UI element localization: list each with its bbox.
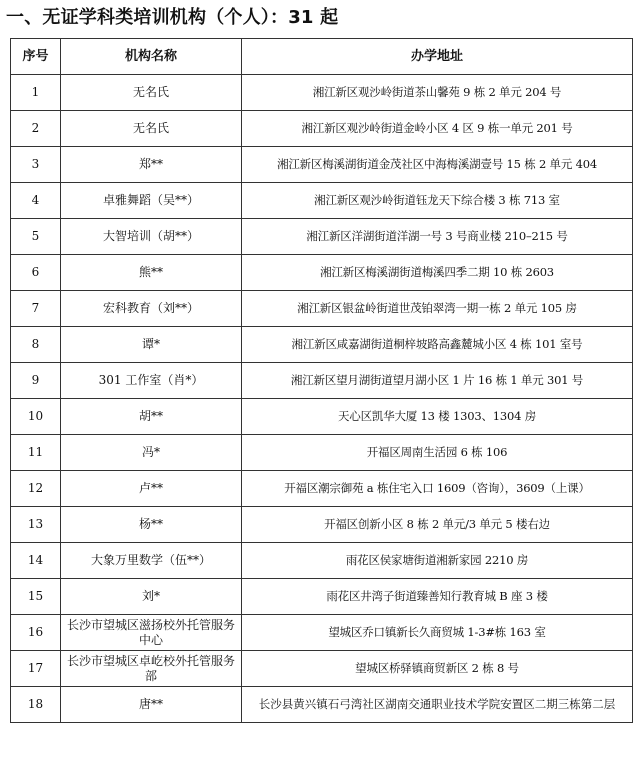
table-row — [11, 183, 633, 219]
table-row — [11, 111, 633, 147]
header-number: 序号 — [11, 39, 61, 75]
row-address: 雨花区侯家塘街道湘新家园 2210 房 — [242, 543, 633, 579]
row-name: 无名氏 — [61, 75, 242, 111]
row-number: 2 — [11, 111, 61, 147]
row-name: 杨** — [61, 507, 242, 543]
row-name: 宏科教育（刘**） — [61, 291, 242, 327]
row-address: 湘江新区洋湖街道洋湖一号 3 号商业楼 210–215 号 — [242, 219, 633, 255]
row-number: 8 — [11, 327, 61, 363]
row-number: 4 — [11, 183, 61, 219]
row-number: 1 — [11, 75, 61, 111]
row-name: 熊** — [61, 255, 242, 291]
row-name: 大智培训（胡**） — [61, 219, 242, 255]
table-header-row — [11, 39, 633, 75]
table-body — [11, 75, 633, 723]
table-row — [11, 75, 633, 111]
table-row — [11, 615, 633, 651]
row-address: 湘江新区梅溪湖街道金茂社区中海梅溪湖壹号 15 栋 2 单元 404 — [242, 147, 633, 183]
row-number: 5 — [11, 219, 61, 255]
row-number: 9 — [11, 363, 61, 399]
row-address: 长沙县黄兴镇石弓湾社区湖南交通职业技术学院安置区二期三栋第二层 — [242, 687, 633, 723]
table-row — [11, 687, 633, 723]
row-address: 开福区创新小区 8 栋 2 单元/3 单元 5 楼右边 — [242, 507, 633, 543]
row-address: 湘江新区咸嘉湖街道桐梓坡路高鑫麓城小区 4 栋 101 室号 — [242, 327, 633, 363]
row-address: 湘江新区银盆岭街道世茂铂翠湾一期一栋 2 单元 105 房 — [242, 291, 633, 327]
row-number: 6 — [11, 255, 61, 291]
row-number: 13 — [11, 507, 61, 543]
row-number: 17 — [11, 651, 61, 687]
table-row — [11, 651, 633, 687]
table-row — [11, 507, 633, 543]
row-name: 卢** — [61, 471, 242, 507]
row-address: 湘江新区梅溪湖街道梅溪四季二期 10 栋 2603 — [242, 255, 633, 291]
table-row — [11, 327, 633, 363]
table-row — [11, 255, 633, 291]
row-address: 湘江新区观沙岭街道金岭小区 4 区 9 栋一单元 201 号 — [242, 111, 633, 147]
row-address: 湘江新区观沙岭街道钰龙天下综合楼 3 栋 713 室 — [242, 183, 633, 219]
table-row — [11, 471, 633, 507]
table-row — [11, 579, 633, 615]
row-address: 开福区周南生活园 6 栋 106 — [242, 435, 633, 471]
table-row — [11, 219, 633, 255]
row-name: 无名氏 — [61, 111, 242, 147]
row-address: 湘江新区观沙岭街道茶山馨苑 9 栋 2 单元 204 号 — [242, 75, 633, 111]
table-row — [11, 147, 633, 183]
row-name: 谭* — [61, 327, 242, 363]
row-number: 15 — [11, 579, 61, 615]
row-name: 刘* — [61, 579, 242, 615]
row-address: 望城区桥驿镇商贸新区 2 栋 8 号 — [242, 651, 633, 687]
row-name: 卓雅舞蹈（吴**） — [61, 183, 242, 219]
row-number: 12 — [11, 471, 61, 507]
row-address: 望城区乔口镇新长久商贸城 1-3#栋 163 室 — [242, 615, 633, 651]
row-number: 18 — [11, 687, 61, 723]
row-address: 湘江新区望月湖街道望月湖小区 1 片 16 栋 1 单元 301 号 — [242, 363, 633, 399]
row-number: 11 — [11, 435, 61, 471]
row-name: 唐** — [61, 687, 242, 723]
row-name: 大象万里数学（伍**） — [61, 543, 242, 579]
row-name: 郑** — [61, 147, 242, 183]
row-number: 16 — [11, 615, 61, 651]
row-number: 10 — [11, 399, 61, 435]
header-address: 办学地址 — [242, 39, 633, 75]
row-name: 301 工作室（肖*） — [61, 363, 242, 399]
row-number: 7 — [11, 291, 61, 327]
row-name: 长沙市望城区滋扬校外托管服务中心 — [61, 615, 242, 651]
header-name: 机构名称 — [61, 39, 242, 75]
row-number: 14 — [11, 543, 61, 579]
page-title: 一、无证学科类培训机构（个人）：31 起 — [6, 7, 339, 28]
table-row — [11, 291, 633, 327]
row-address: 天心区凯华大厦 13 楼 1303、1304 房 — [242, 399, 633, 435]
row-number: 3 — [11, 147, 61, 183]
table-row — [11, 543, 633, 579]
row-name: 长沙市望城区卓屹校外托管服务部 — [61, 651, 242, 687]
row-name: 冯* — [61, 435, 242, 471]
table-row — [11, 363, 633, 399]
institution-table — [10, 38, 633, 723]
row-name: 胡** — [61, 399, 242, 435]
table-row — [11, 399, 633, 435]
table-row — [11, 435, 633, 471]
row-address: 雨花区井湾子街道臻善知行教育城 B 座 3 楼 — [242, 579, 633, 615]
row-address: 开福区潮宗御苑 a 栋住宅入口 1609（咨询），3609（上课） — [242, 471, 633, 507]
